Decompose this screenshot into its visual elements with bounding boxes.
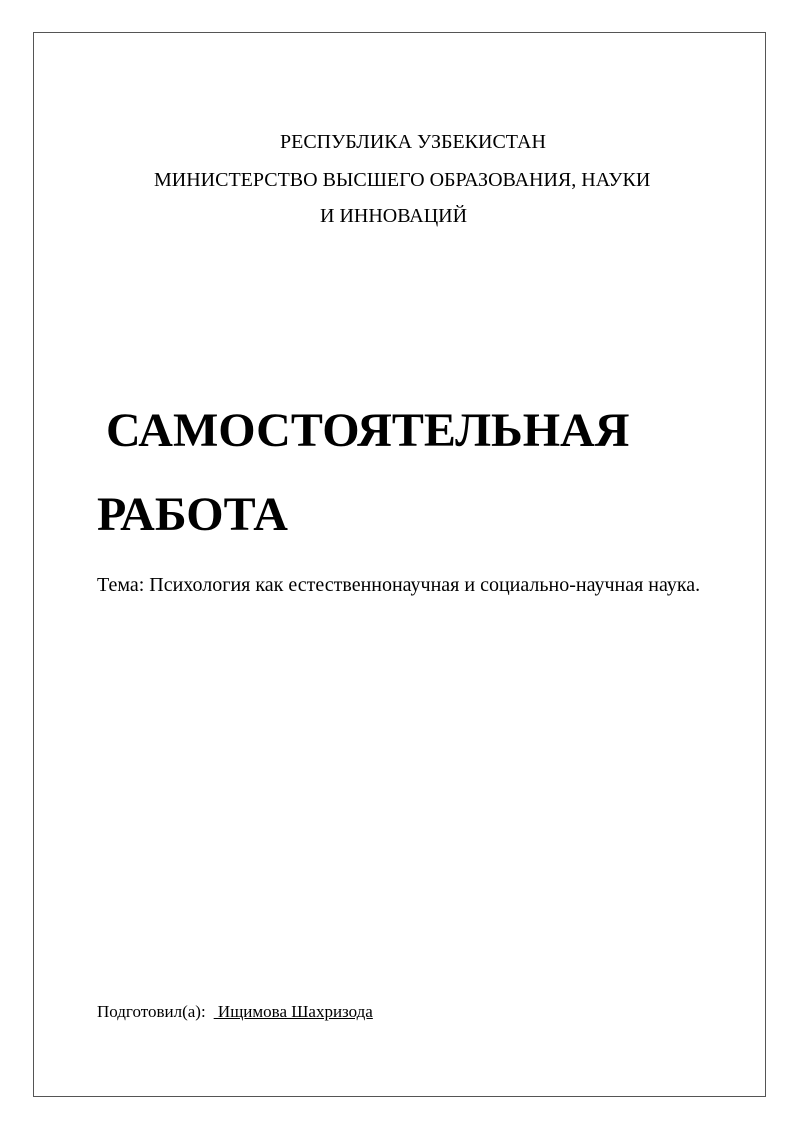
- header-country: РЕСПУБЛИКА УЗБЕКИСТАН: [280, 131, 546, 153]
- topic-text: Тема: Психология как естественнонаучная и социально-научная наука.: [97, 574, 701, 596]
- prepared-by-label: Подготовил(а):: [97, 1002, 206, 1021]
- header-ministry-continued: И ИННОВАЦИЙ: [320, 205, 468, 227]
- author-name: Ищимова Шахризода: [213, 1002, 373, 1021]
- document-title-line-2: РАБОТА: [97, 488, 288, 541]
- header-ministry: МИНИСТЕРСТВО ВЫСШЕГО ОБРАЗОВАНИЯ, НАУКИ: [154, 169, 651, 191]
- prepared-by: [97, 1001, 373, 1023]
- document-title-line-1: САМОСТОЯТЕЛЬНАЯ: [106, 404, 630, 457]
